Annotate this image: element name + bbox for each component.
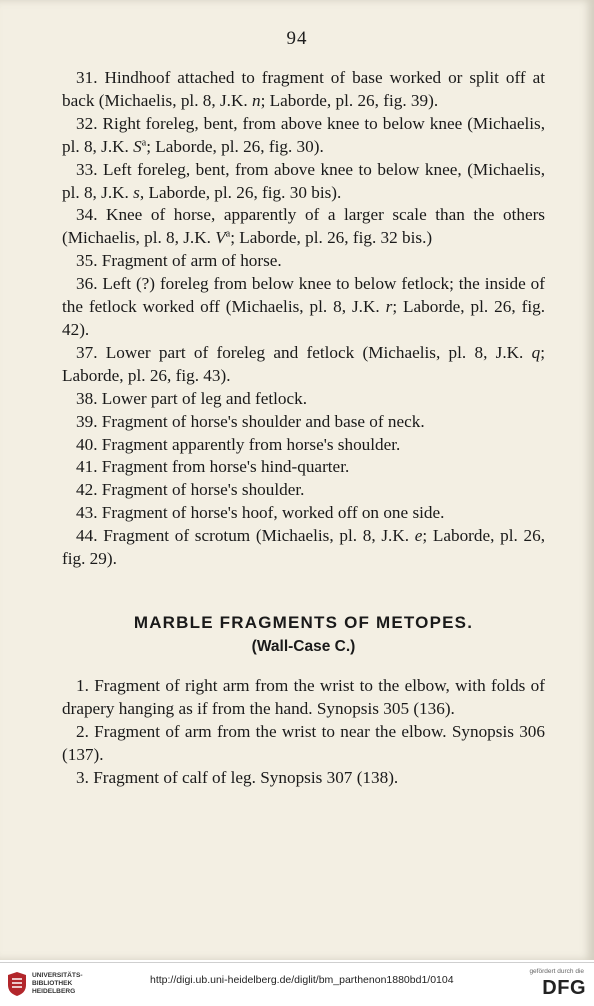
catalogue-entry: 40. Fragment apparently from horse's shoulder. — [76, 434, 401, 454]
library-name — [32, 972, 83, 996]
catalogue-entry: 33. Left foreleg, bent, from above knee to below knee, (Michaelis, pl. 8, J.K. s, Laborde, pl. 26, fig. 30 bis). — [62, 159, 545, 202]
permalink-url[interactable]: http://digi.ub.uni-heidelberg.de/diglit/bm_parthenon1880bd1/0104 — [150, 974, 454, 986]
catalogue-entry: 42. Fragment of horse's shoulder. — [76, 480, 305, 500]
catalogue-entry: 1. Fragment of right arm from the wrist to the elbow, with folds of drapery hanging as if from the hand. Synopsis 305 (136). — [62, 675, 545, 718]
catalogue-entry: 31. Hindhoof attached to fragment of base worked or split off at back (Michaelis, pl. 8, J.K. n; Laborde, pl. 26, fig. 39). — [62, 68, 545, 110]
catalogue-entry: 44. Fragment of scrotum (Michaelis, pl. 8, J.K. e; Laborde, pl. 26, fig. 29). — [62, 526, 545, 569]
catalogue-entry: 36. Left (?) foreleg from below knee to below fetlock; the inside of the fetlock worked off (Michaelis, pl. 8, J.K. r; Laborde, pl. 26, fig. 42). — [62, 274, 545, 339]
page-number: 94 — [286, 28, 308, 49]
library-name-line: HEIDELBERG — [32, 988, 76, 995]
heidelberg-logo-icon — [6, 971, 28, 997]
catalogue-entry: 38. Lower part of leg and fetlock. — [76, 388, 307, 408]
library-name-line: UNIVERSITÄTS- — [32, 972, 83, 979]
metope-fragment-list — [62, 675, 545, 790]
catalogue-entry: 2. Fragment of arm from the wrist to near the elbow. Synopsis 306 (137). — [62, 721, 545, 764]
horse-fragment-list — [62, 67, 545, 571]
funded-by-label: gefördert durch die — [529, 968, 584, 975]
catalogue-entry: 43. Fragment of horse's hoof, worked off on one side. — [76, 503, 445, 523]
dfg-logo: DFG — [542, 977, 586, 999]
catalogue-entry: 37. Lower part of foreleg and fetlock (Michaelis, pl. 8, J.K. q; Laborde, pl. 26, fig. 43). — [62, 342, 545, 385]
catalogue-entry: 32. Right foreleg, bent, from above knee to below knee (Michaelis, pl. 8, J.K. $S^a$; Laborde, pl. 26, fig. 30). — [62, 113, 545, 156]
section-subheading: (Wall-Case C.) — [251, 637, 356, 655]
catalogue-entry: 35. Fragment of arm of horse. — [76, 251, 282, 271]
catalogue-entry: 41. Fragment from horse's hind-quarter. — [76, 457, 350, 477]
catalogue-entry: 39. Fragment of horse's shoulder and base of neck. — [76, 411, 425, 431]
footer-bar — [0, 962, 594, 1006]
catalogue-entry: 34. Knee of horse, apparently of a larger scale than the others (Michaelis, pl. 8, J.K. $V^a$; Laborde, pl. 26, fig. 32 bis.) — [62, 205, 545, 248]
section-heading: MARBLE FRAGMENTS OF METOPES. — [133, 612, 474, 632]
page-text — [62, 67, 545, 789]
library-name-line: BIBLIOTHEK — [32, 980, 73, 987]
catalogue-entry: 3. Fragment of calf of leg. Synopsis 307 (138). — [76, 767, 399, 787]
